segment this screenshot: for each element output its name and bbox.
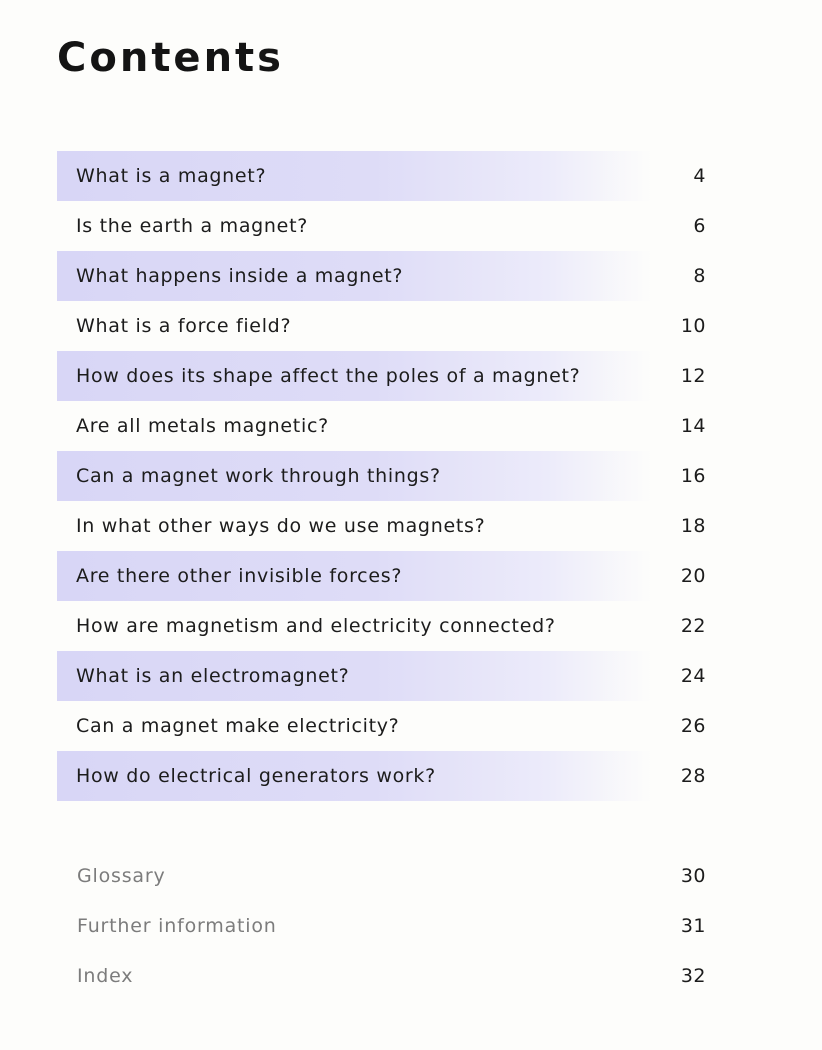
toc-entry[interactable] — [57, 651, 757, 701]
toc-entry-page: 14 — [680, 415, 706, 437]
toc-entry-title: Can a magnet make electricity? — [76, 715, 400, 737]
back-matter-list — [57, 851, 757, 1001]
toc-entry[interactable] — [57, 601, 757, 651]
toc-entry-title: What is a force field? — [76, 315, 292, 337]
toc-entry[interactable] — [57, 351, 757, 401]
toc-entry-page: 12 — [680, 365, 706, 387]
toc-entry-page: 22 — [680, 615, 706, 637]
toc-entry-title: Are there other invisible forces? — [76, 565, 403, 587]
toc-entry-title: What is a magnet? — [76, 165, 267, 187]
toc-entry-title: How does its shape affect the poles of a magnet? — [76, 365, 581, 387]
toc-entry[interactable] — [57, 751, 757, 801]
page-title: Contents — [57, 35, 284, 81]
toc-entry-page: 4 — [693, 165, 706, 187]
toc-entry-page: 18 — [680, 515, 706, 537]
toc-entry-page: 20 — [680, 565, 706, 587]
toc-entry[interactable] — [57, 201, 757, 251]
toc-entry-page: 24 — [680, 665, 706, 687]
contents-list — [57, 151, 757, 801]
toc-entry-title: Is the earth a magnet? — [76, 215, 308, 237]
toc-entry[interactable] — [57, 401, 757, 451]
toc-entry[interactable] — [57, 251, 757, 301]
toc-entry-page: 16 — [680, 465, 706, 487]
toc-entry-title: Are all metals magnetic? — [76, 415, 329, 437]
toc-entry-title: Can a magnet work through things? — [76, 465, 441, 487]
back-matter-page: 31 — [680, 915, 706, 937]
toc-entry-page: 8 — [693, 265, 706, 287]
toc-entry[interactable] — [57, 301, 757, 351]
back-matter-page: 30 — [680, 865, 706, 887]
toc-entry-page: 10 — [680, 315, 706, 337]
toc-entry-page: 26 — [680, 715, 706, 737]
back-matter-entry-index[interactable] — [57, 951, 757, 1001]
toc-entry[interactable] — [57, 451, 757, 501]
back-matter-title: Further information — [77, 915, 277, 937]
toc-entry[interactable] — [57, 501, 757, 551]
toc-entry-title: What is an electromagnet? — [76, 665, 350, 687]
toc-entry-title: What happens inside a magnet? — [76, 265, 404, 287]
toc-entry[interactable] — [57, 701, 757, 751]
back-matter-entry-glossary[interactable] — [57, 851, 757, 901]
back-matter-title: Index — [77, 965, 134, 987]
toc-entry-title: In what other ways do we use magnets? — [76, 515, 486, 537]
back-matter-title: Glossary — [77, 865, 166, 887]
back-matter-entry-further-information[interactable] — [57, 901, 757, 951]
toc-entry-title: How do electrical generators work? — [76, 765, 436, 787]
toc-entry-title: How are magnetism and electricity connected? — [76, 615, 556, 637]
back-matter-page: 32 — [680, 965, 706, 987]
toc-entry[interactable] — [57, 551, 757, 601]
toc-entry-page: 28 — [680, 765, 706, 787]
toc-entry-page: 6 — [693, 215, 706, 237]
toc-entry[interactable] — [57, 151, 757, 201]
